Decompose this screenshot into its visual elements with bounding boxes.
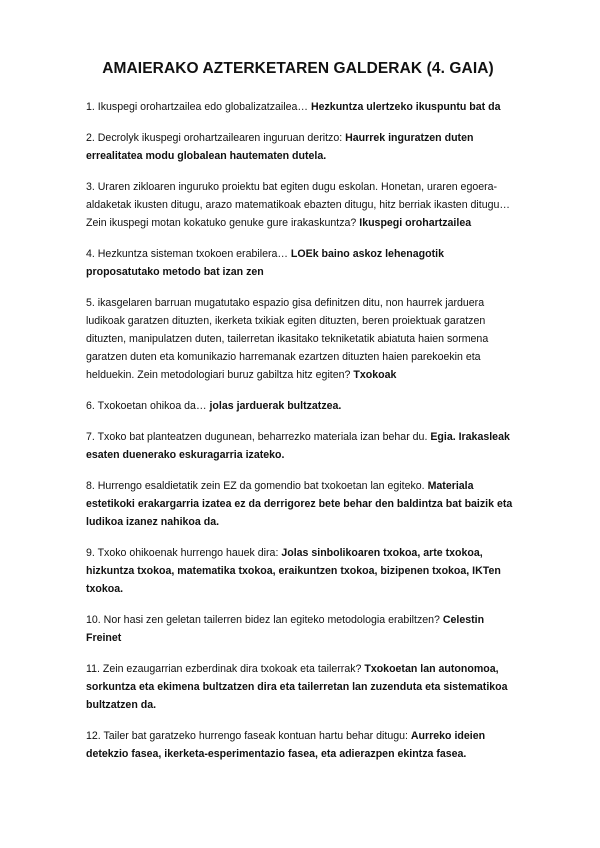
question-text: 6. Txokoetan ohikoa da… — [86, 400, 210, 412]
answer-text: Txokoetan lan autonomoa, sorkuntza eta ekimena bultzatzen dira eta tailerretan lan zuzenduta eta sistematikoa bultzatzen da. — [86, 663, 508, 711]
question-9 — [86, 544, 518, 598]
question-11 — [86, 660, 518, 714]
answer-text: Hezkuntza ulertzeko ikuspuntu bat da — [310, 101, 501, 113]
question-1 — [86, 98, 518, 116]
question-text: 7. Txoko bat planteatzen dugunean, beharrezko materiala izan behar du. — [86, 431, 431, 443]
question-7 — [86, 428, 518, 464]
question-6 — [86, 397, 518, 415]
question-10 — [86, 611, 518, 647]
answer-text: Jolas sinbolikoaren txokoa, arte txokoa, hizkuntza txokoa, matematika txokoa, eraikuntzen txokoa, bizipenen txokoa, IKTen txokoa. — [86, 547, 501, 595]
page-title: AMAIERAKO AZTERKETAREN GALDERAK (4. GAIA) — [102, 60, 494, 77]
question-12 — [86, 727, 518, 763]
question-text: 10. Nor hasi zen geletan tailerren bidez lan egiteko metodologia erabiltzen? — [86, 614, 443, 626]
question-text: 5. ikasgelaren barruan mugatutako espazio gisa definitzen ditu, non haurrek jarduera ludikoak garatzen dituzten, ikerketa txikiak egiten dituzten, beren proiektuak garatzen dituzten, manipulatzen duten, tailerretan ikasitako tekniketatik abiatuta haien sormena garatzen duten eta komunikazio harremanak ezartzen dituzten haien parekoekin eta helduekin. Zein metodologiari buruz gabiltza hitz egiten? — [86, 297, 489, 381]
question-5 — [86, 294, 518, 384]
answer-text: LOEk baino askoz lehenagotik proposatutako metodo bat izan zen — [86, 248, 444, 278]
question-text: 8. Hurrengo esaldietatik zein EZ da gomendio bat txokoetan lan egiteko. — [86, 480, 428, 492]
question-text: 12. Tailer bat garatzeko hurrengo faseak kontuan hartu behar ditugu: — [86, 730, 411, 742]
question-text: 9. Txoko ohikoenak hurrengo hauek dira: — [86, 547, 282, 559]
question-text: 4. Hezkuntza sisteman txokoen erabilera… — [86, 248, 291, 260]
answer-text: Celestin Freinet — [86, 614, 485, 644]
answer-text: Haurrek inguratzen duten errealitatea modu globalean hautematen dutela. — [86, 132, 474, 162]
answer-text: jolas jarduerak bultzatzea. — [209, 400, 342, 412]
question-text: 2. Decrolyk ikuspegi orohartzailearen inguruan deritzo: — [86, 132, 346, 144]
answer-text: Materiala estetikoki erakargarria izatea ez da derrigorez bete behar den baldintza bat baizik eta ludikoa izanez nahikoa da. — [86, 480, 513, 528]
answer-text: Ikuspegi orohartzailea — [359, 217, 472, 229]
question-text: 11. Zein ezaugarrian ezberdinak dira txokoak eta tailerrak? — [86, 663, 365, 675]
question-text: 3. Uraren zikloaren inguruko proiektu bat egiten dugu eskolan. Honetan, uraren egoera-aldaketak ikusten ditugu, arazo matematikoak ebazten ditugu, hitz berriak ikasten ditugu… Zein ikuspegi motan kokatuko genuke gure irakaskuntza? — [86, 181, 510, 229]
question-text: 1. Ikuspegi orohartzailea edo globalizatzailea… — [86, 101, 311, 113]
question-3 — [86, 178, 518, 232]
answer-text: Egia. Irakasleak esaten duenerako eskuragarria izateko. — [86, 431, 510, 461]
question-2 — [86, 129, 518, 165]
question-4 — [86, 245, 518, 281]
answer-text: Txokoak — [353, 369, 397, 381]
answer-text: Aurreko ideien detekzio fasea, ikerketa-esperimentazio fasea, eta adierazpen ekintza fasea. — [86, 730, 486, 760]
question-8 — [86, 477, 518, 531]
